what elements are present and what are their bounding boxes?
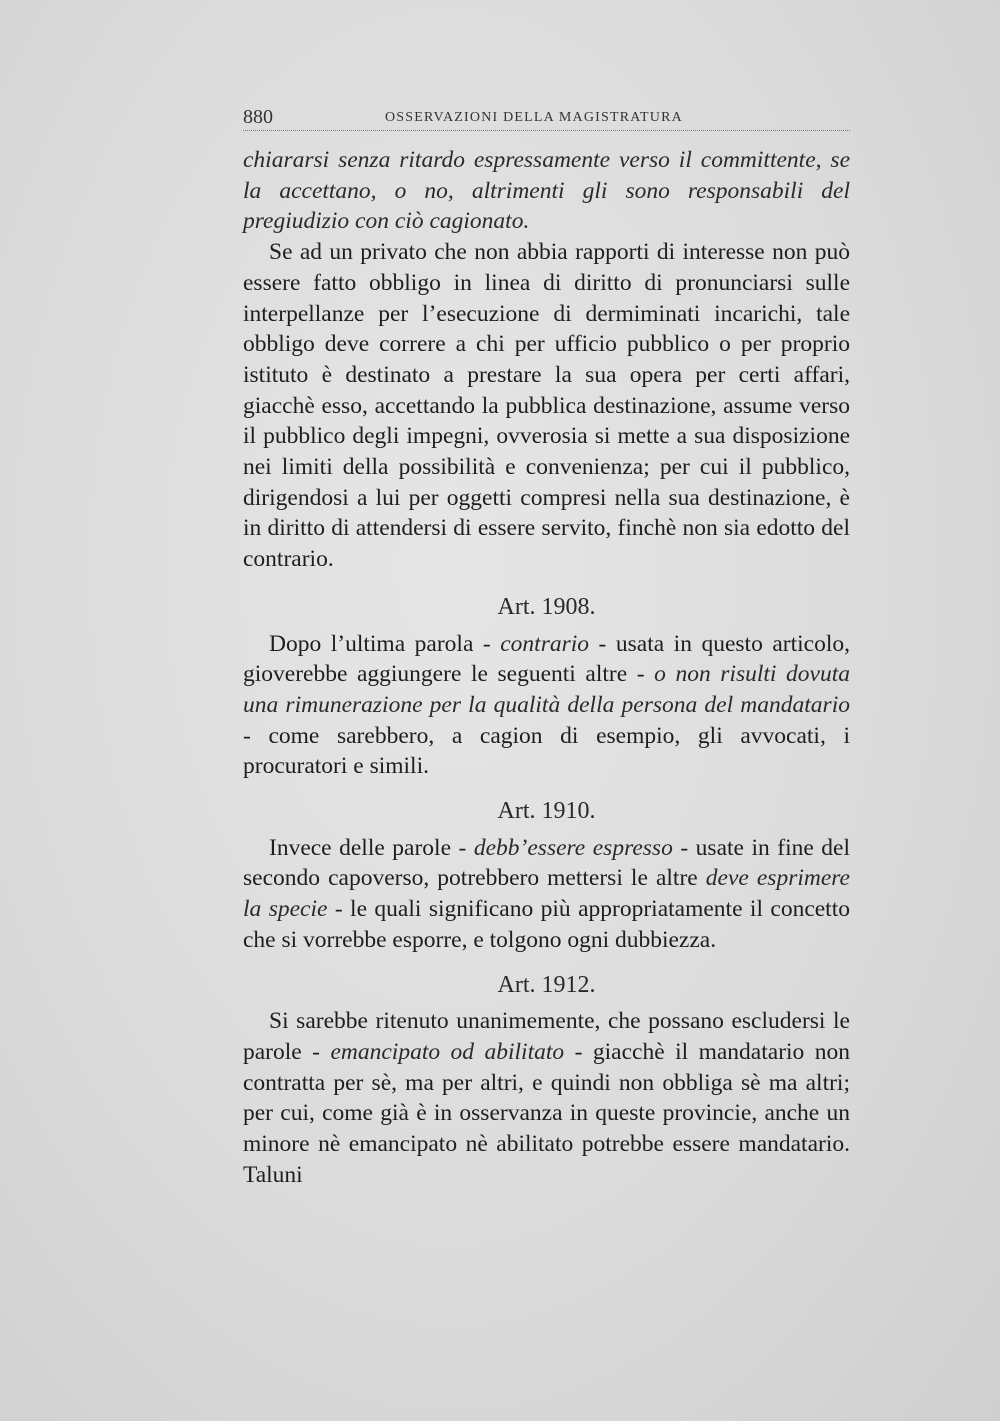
art-1910-text-2: - usate in fine del secondo capoverso, potrebbero mettersi le altre — [243, 834, 851, 892]
intro-paragraph — [243, 145, 850, 237]
art-1910-italic-2: deve esprimere la specie — [243, 865, 850, 923]
art-1912-heading: Art. 1912. — [497, 971, 596, 998]
art-1908-text-3: - come sarebbero, a cagion di esempio, gli avvocati, i procuratori e simili. — [243, 722, 850, 780]
paragraph-1: Se ad un privato che non abbia rapporti di interesse non può essere fatto obbligo in linea di diritto di pronunciarsi sulle interpellanze per l’esecuzione di dermiminati incarichi, tale obbligo deve correre a chi per ufficio pubblico o per proprio istituto è destinato a prestare la sua opera per certi affari, giacchè esso, accettando la pubblica destinazione, assume verso il pubblico degli impegni, ovverosia si mette a sua disposizione nei limiti della possibilità e convenienza; per cui il pubblico, dirigendosi a lui per oggetti compresi nella sua destinazione, è in diritto di attendersi di essere servito, finchè non sia edotto del contrario. — [243, 239, 850, 573]
art-1908-italic-2: o non risulti dovuta una rimunerazione per la qualità della persona del mandatario — [243, 661, 851, 718]
art-1910-text-1: Invece delle parole - — [269, 834, 474, 861]
art-1910-paragraph — [243, 833, 850, 956]
art-1910-heading: Art. 1910. — [497, 798, 596, 825]
art-1912-text-2: - giacchè il mandatario non contratta per sè, ma per altri, e quindi non obbliga sè ma altri; per cui, come già è in osservanza in queste provincie, anche un minore nè emancipato nè abilitato potrebbe essere mandatario. Taluni — [243, 1038, 851, 1188]
art-1910-text-3: - le quali significano più appropriatamente il concetto che si vorrebbe esporre, e tolgono ogni dubbiezza. — [243, 896, 850, 953]
art-1908-paragraph — [243, 629, 850, 783]
art-1912-paragraph — [243, 1006, 850, 1190]
art-1908-text-2: - usata in questo articolo, gioverebbe aggiungere le seguenti altre - — [243, 630, 850, 688]
art-1912-italic-1: emancipato od abilitato — [330, 1038, 565, 1065]
art-1908-text-1: Dopo l’ultima parola - — [269, 630, 501, 657]
art-1910-italic-1: debb’essere espresso — [473, 834, 673, 861]
body-text — [243, 145, 850, 1191]
art-1908-heading: Art. 1908. — [497, 593, 596, 620]
page-number: 880 — [243, 106, 273, 128]
running-head: OSSERVAZIONI DELLA MAGISTRATURA — [385, 110, 683, 125]
intro-italic: chiararsi senza ritardo espressamente verso il committente, se la accettano, o no, altrimenti gli sono responsabili del pregiudizio con ciò cagionato. — [243, 147, 850, 235]
page-header — [243, 106, 850, 131]
art-1912-text-1: Si sarebbe ritenuto unanimemente, che possano escludersi le parole - — [243, 1008, 850, 1065]
art-1908-italic-1: contrario — [500, 630, 590, 657]
